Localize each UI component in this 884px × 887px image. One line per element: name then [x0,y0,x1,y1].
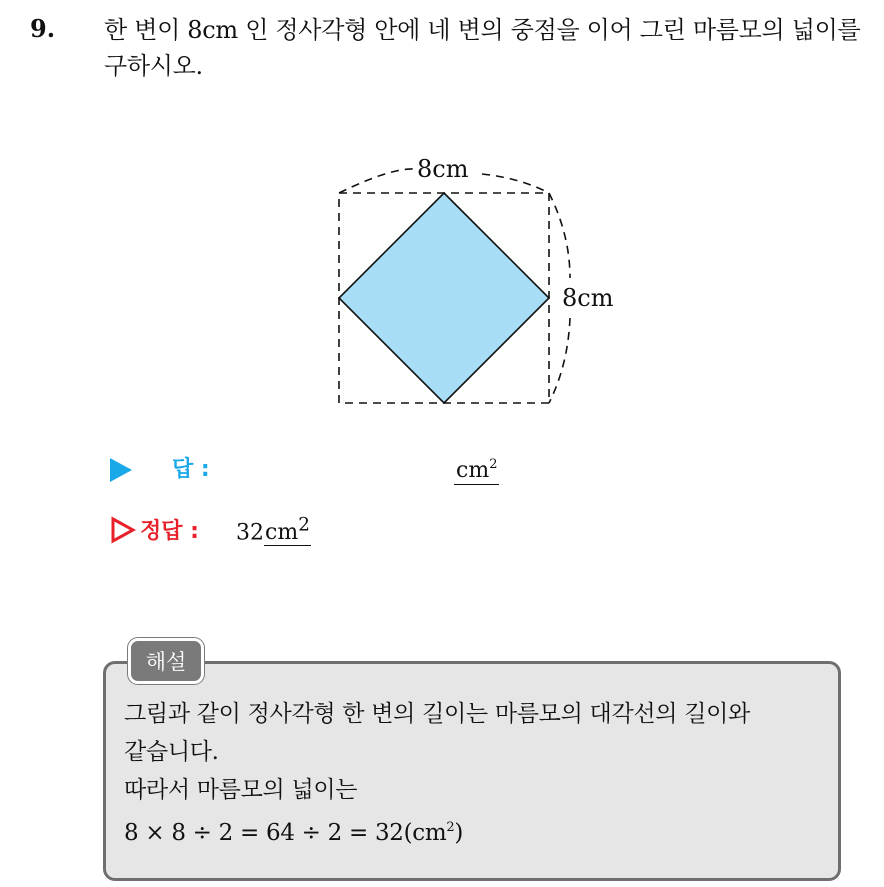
correct-unit-base: cm [265,520,299,546]
rhombus [339,193,549,403]
solution-equation [124,809,834,852]
play-triangle-icon [110,458,132,482]
outline-triangle-icon [110,516,136,544]
equation-exp: 2 [446,820,455,835]
solution-line-2: 같습니다. [124,739,219,765]
solution-line-1: 그림과 같이 정사각형 한 변의 길이는 마름모의 대각선의 길이와 [124,701,750,727]
equation-close: ) [454,820,464,846]
top-dimension-arc-right [482,174,549,193]
answer-label: 답 : [172,457,210,482]
solution-text [124,695,834,852]
correct-number: 32 [236,520,264,546]
correct-unit-exp: 2 [298,515,310,536]
solution-tab: 해설 [128,638,204,684]
answer-unit-exp: 2 [489,457,498,472]
solution-line-3: 따라서 마름모의 넓이는 [124,777,358,803]
correct-answer-value [236,515,311,545]
top-dimension-arc [339,169,414,193]
equation-main: 8 × 8 ÷ 2 = 64 ÷ 2 = 32(cm [124,820,447,846]
correct-answer-label: 정답 : [140,519,199,544]
question-text: 한 변이 8cm 인 정사각형 안에 네 변의 중점을 이어 그린 마름모의 넓이를 구하시오. [104,16,861,80]
question-number: 9. [30,14,56,43]
answer-blank[interactable] [454,452,499,485]
right-dimension-arc [549,193,570,278]
right-dimension-arc-lower [549,318,570,403]
top-dimension-label: 8cm [417,155,469,183]
right-dimension-label: 8cm [562,284,614,312]
square-rhombus-figure [300,150,640,420]
answer-unit-base: cm [456,458,490,483]
